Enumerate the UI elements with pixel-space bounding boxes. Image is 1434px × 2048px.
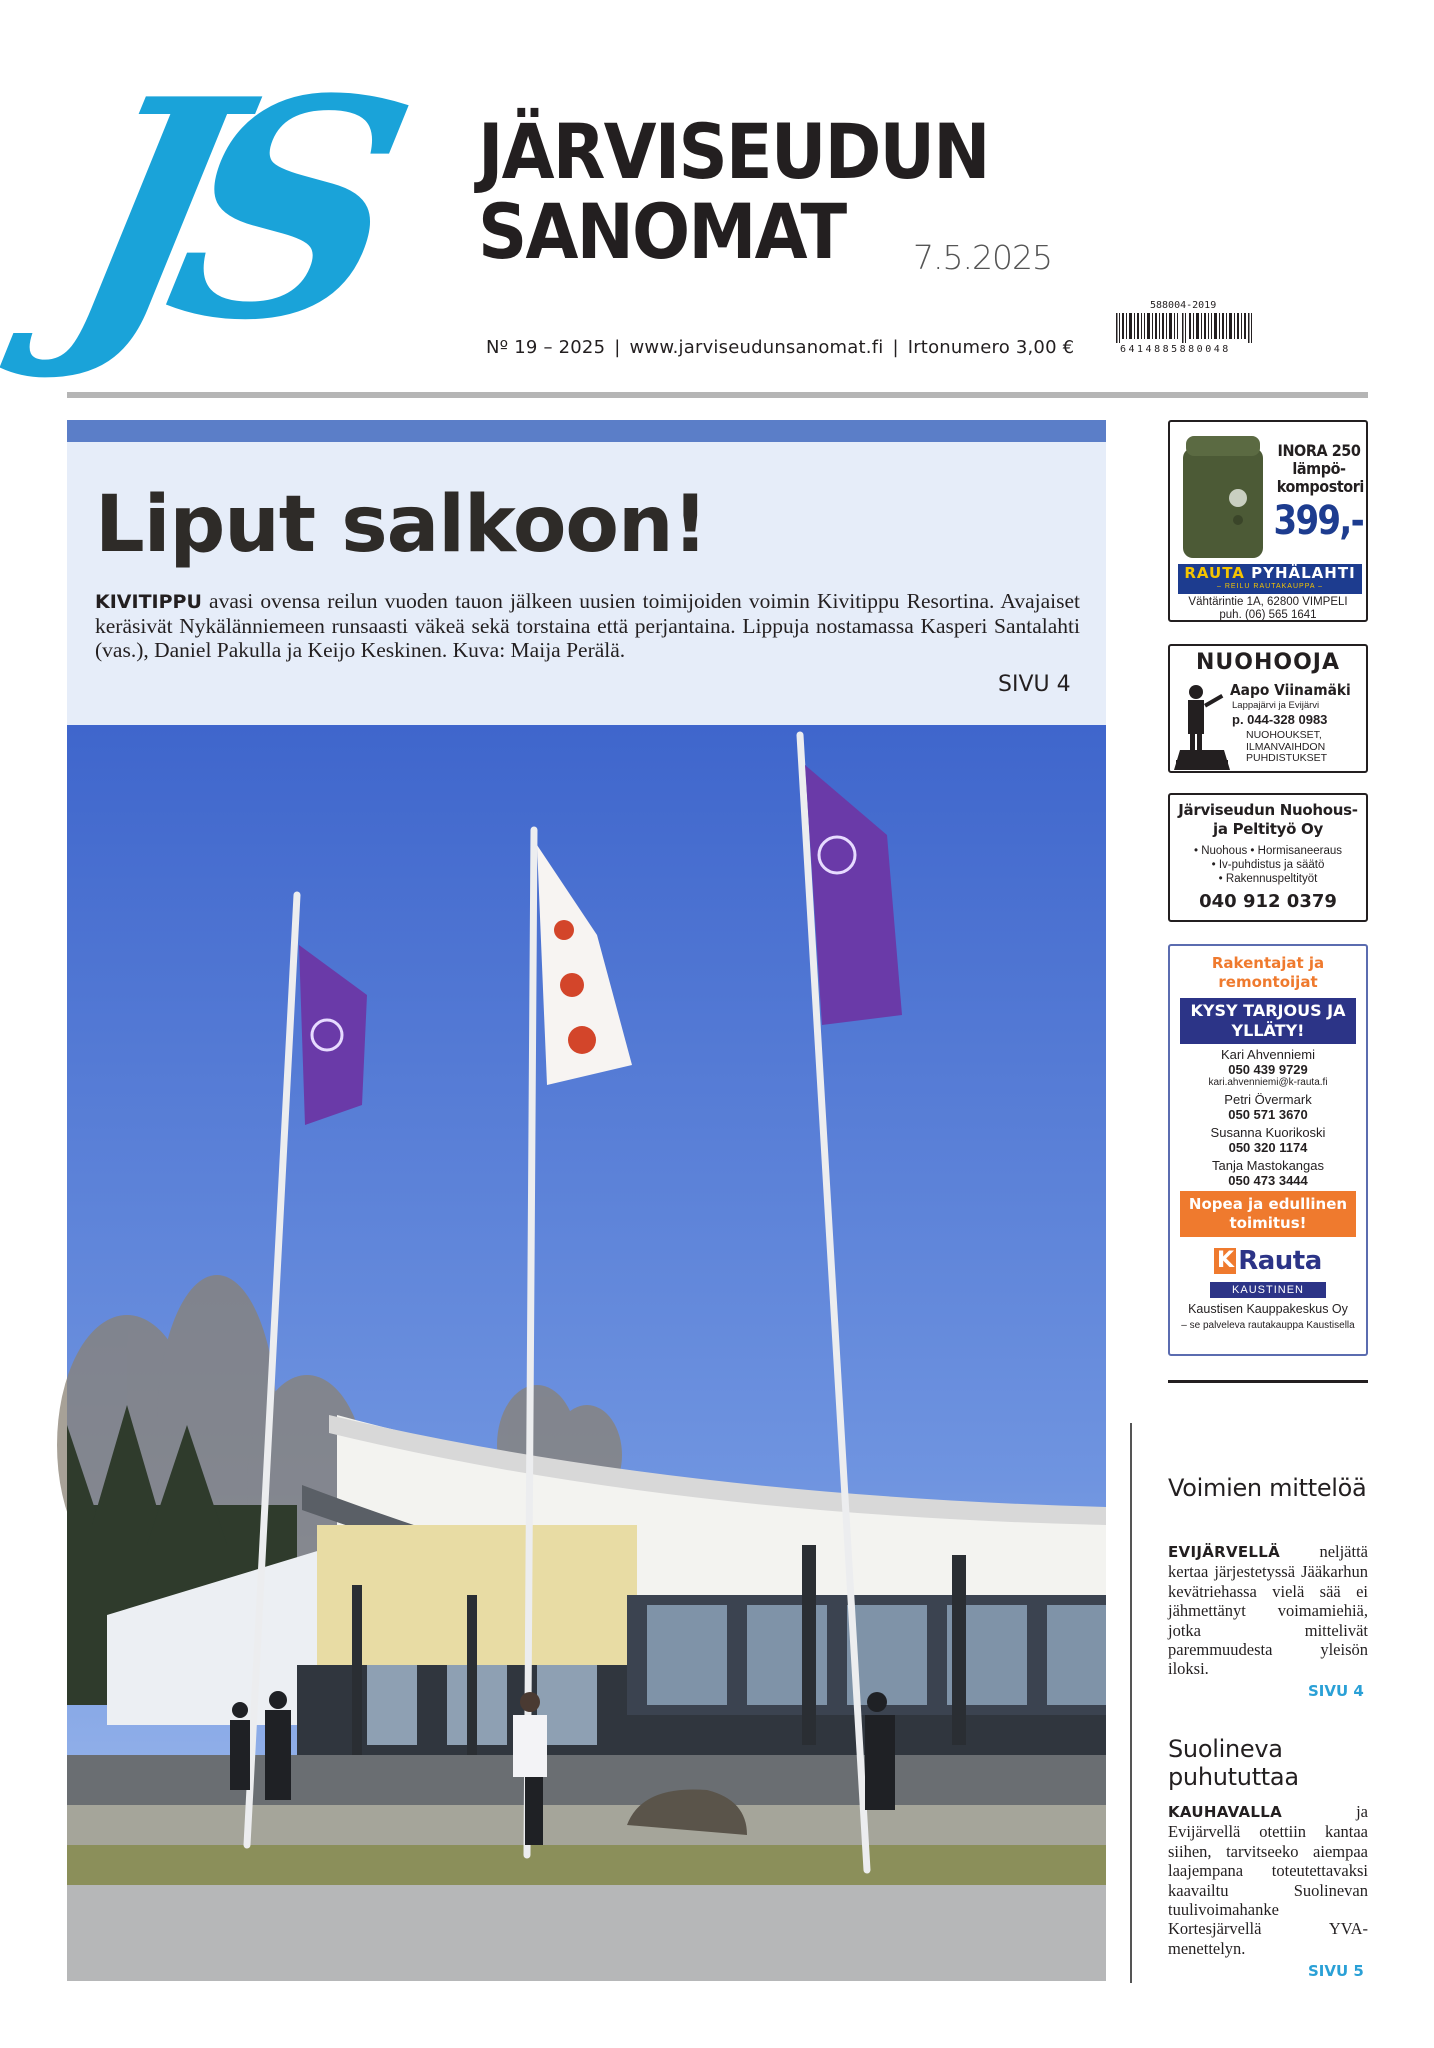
k-logo-mark: K bbox=[1214, 1248, 1236, 1274]
contact-phone: 050 473 3444 bbox=[1228, 1173, 1308, 1188]
barcode-issn: 588004-2019 bbox=[1150, 300, 1217, 311]
ad-phone: puh. (06) 565 1641 bbox=[1219, 609, 1317, 621]
ad-krauta-cta: KYSY TARJOUS JA YLLÄTY! bbox=[1180, 998, 1356, 1044]
contact-name: Susanna Kuorikoski bbox=[1210, 1125, 1326, 1140]
side-story-page-ref[interactable]: SIVU 4 bbox=[1308, 1682, 1364, 1700]
website-link[interactable]: www.jarviseudunsanomat.fi bbox=[629, 337, 884, 358]
side-story-text bbox=[1168, 1802, 1368, 1958]
contact-phone: 050 320 1174 bbox=[1228, 1140, 1308, 1155]
service-line: • Rakennuspeltityöt bbox=[1218, 873, 1318, 885]
lead-kicker: KIVITIPPU bbox=[95, 591, 202, 613]
barcode-number: 6414885880048 bbox=[1120, 344, 1231, 355]
ad-brand-rauta-pyhalahti bbox=[1178, 564, 1362, 594]
ad-address bbox=[1170, 596, 1366, 622]
js-logo-text: JS bbox=[42, 33, 397, 387]
ad-nuohous-peltityo[interactable] bbox=[1168, 793, 1368, 922]
ad-nuohooja-heading: NUOHOOJA bbox=[1195, 650, 1340, 675]
ad-krauta-location: KAUSTINEN bbox=[1210, 1282, 1326, 1298]
single-copy-price: Irtonumero 3,00 € bbox=[907, 337, 1075, 358]
contact-name: Kari Ahvenniemi bbox=[1221, 1047, 1315, 1062]
ad-krauta-tagline: – se palveleva rautakauppa Kaustisella bbox=[1181, 1320, 1355, 1331]
side-story-kicker: KAUHAVALLA bbox=[1168, 1803, 1283, 1821]
service-line: NUOHOUKSET, bbox=[1246, 729, 1322, 741]
lead-photo bbox=[67, 725, 1106, 1981]
contact-name: Petri Övermark bbox=[1224, 1092, 1312, 1107]
ad-brand-a: RAUTA bbox=[1184, 564, 1245, 582]
service-line: PUHDISTUKSET bbox=[1246, 752, 1328, 764]
js-logo bbox=[42, 33, 460, 387]
side-story-page-ref[interactable]: SIVU 5 bbox=[1308, 1962, 1364, 1980]
side-story-text bbox=[1168, 1542, 1368, 1679]
contact-phone: 050 439 9729 bbox=[1228, 1062, 1308, 1077]
service-line: • Iv-puhdistus ja säätö bbox=[1211, 859, 1325, 871]
ad-product-name: INORA 250 lämpö-kompostori bbox=[1276, 441, 1364, 496]
ad-brand-tagline: – REILU RAUTAKAUPPA – bbox=[1217, 583, 1323, 590]
person-white-shirt bbox=[513, 1715, 547, 1777]
contact-phone: 050 571 3670 bbox=[1228, 1107, 1308, 1122]
issue-number: Nº 19 – 2025 bbox=[486, 337, 606, 358]
k-rauta-logo bbox=[1170, 1246, 1366, 1276]
issue-info-line: Nº 19 – 2025 | www.jarviseudunsanomat.fi | Irtonumero 3,00 € bbox=[486, 337, 1075, 358]
barcode bbox=[1116, 300, 1252, 358]
ad-krauta-heading: Rakentajat ja remontoijat bbox=[1211, 954, 1325, 991]
ad-price: 399,- bbox=[1273, 498, 1364, 544]
ad-peltityo-services bbox=[1170, 844, 1366, 886]
ad-street: Vähtärintie 1A, 62800 VIMPELI bbox=[1188, 596, 1348, 608]
ad-nuohooja-phone: p. 044-328 0983 bbox=[1232, 712, 1328, 727]
ad-krauta-store: Kaustisen Kauppakeskus Oy bbox=[1188, 1302, 1348, 1316]
k-logo-text: Rauta bbox=[1238, 1246, 1322, 1276]
ad-peltityo-heading: Järviseudun Nuohous- ja Peltityö Oy bbox=[1178, 801, 1358, 838]
service-line: • Nuohous • Hormisaneeraus bbox=[1193, 845, 1343, 857]
lead-accent-bar bbox=[67, 420, 1106, 442]
lead-caption-text: avasi ovensa reilun vuoden tauon jälkeen uusien toimijoiden voimin Kivitippu Resortina. Avajaiset keräsivät Nykälänniemeen runsaasti väkeä sekä torstaina että perjantaina. Lippuja nostamassa Kasperi Santalahti (vas.), Daniel Pakulla ja Keijo Keskinen. Kuva: Maija Perälä. bbox=[95, 589, 1080, 662]
barcode-bars bbox=[1116, 313, 1252, 343]
ad-nuohooja-name: Aapo Viinamäki bbox=[1230, 681, 1351, 699]
lead-caption bbox=[95, 589, 1080, 662]
contact-name: Tanja Mastokangas bbox=[1211, 1158, 1324, 1173]
side-story-kicker: EVIJÄRVELLÄ bbox=[1168, 1543, 1281, 1561]
ad-brand-b: PYHÄLAHTI bbox=[1251, 564, 1356, 582]
chimney-sweep-icon bbox=[1174, 680, 1230, 770]
ad-inora-composter[interactable] bbox=[1168, 420, 1368, 622]
column-separator bbox=[1130, 1423, 1132, 1983]
ad-krauta-promo: Nopea ja edullinen toimitus! bbox=[1180, 1191, 1356, 1237]
side-story-body: ja Evijärvellä otettiin kantaa siihen, tarvitseeko aiempaa laajempana toteutettavaksi kaavailtu Suolinevan tuulivoimahanke Kortesjärvellä YVA-menettelyn. bbox=[1168, 1802, 1368, 1958]
contact-email[interactable]: kari.ahvenniemi@k-rauta.fi bbox=[1208, 1077, 1328, 1088]
ad-nuohooja-services bbox=[1246, 730, 1327, 765]
side-story-title[interactable]: Suolineva puhututtaa bbox=[1168, 1735, 1299, 1791]
side-story-title[interactable]: Voimien mittelöä bbox=[1168, 1474, 1367, 1502]
title-line-1: JÄRVISEUDUN bbox=[478, 107, 989, 196]
issue-date: 7.5.2025 bbox=[913, 238, 1052, 277]
side-story-body: neljättä kertaa järjestetyssä Jääkarhun kevätriehassa vielä sää ei jähmettänyt voimamiehiä, jotka mittelivät paremmuudesta yleisön iloksi. bbox=[1168, 1542, 1368, 1679]
lead-page-ref[interactable]: SIVU 4 bbox=[998, 672, 1071, 697]
composter-image bbox=[1178, 430, 1268, 560]
ad-krauta-contacts bbox=[1170, 1048, 1366, 1188]
ad-nuohooja[interactable] bbox=[1168, 644, 1368, 773]
lead-headline: Liput salkoon! bbox=[95, 480, 708, 570]
sidebar-divider bbox=[1168, 1380, 1368, 1383]
masthead-divider bbox=[67, 392, 1368, 398]
service-line: ILMANVAIHDON bbox=[1246, 740, 1326, 753]
ad-k-rauta-kaustinen[interactable] bbox=[1168, 944, 1368, 1356]
title-line-2: SANOMAT bbox=[478, 187, 846, 276]
ad-peltityo-phone: 040 912 0379 bbox=[1199, 891, 1337, 912]
ad-nuohooja-area: Lappajärvi ja Evijärvi bbox=[1232, 700, 1320, 711]
